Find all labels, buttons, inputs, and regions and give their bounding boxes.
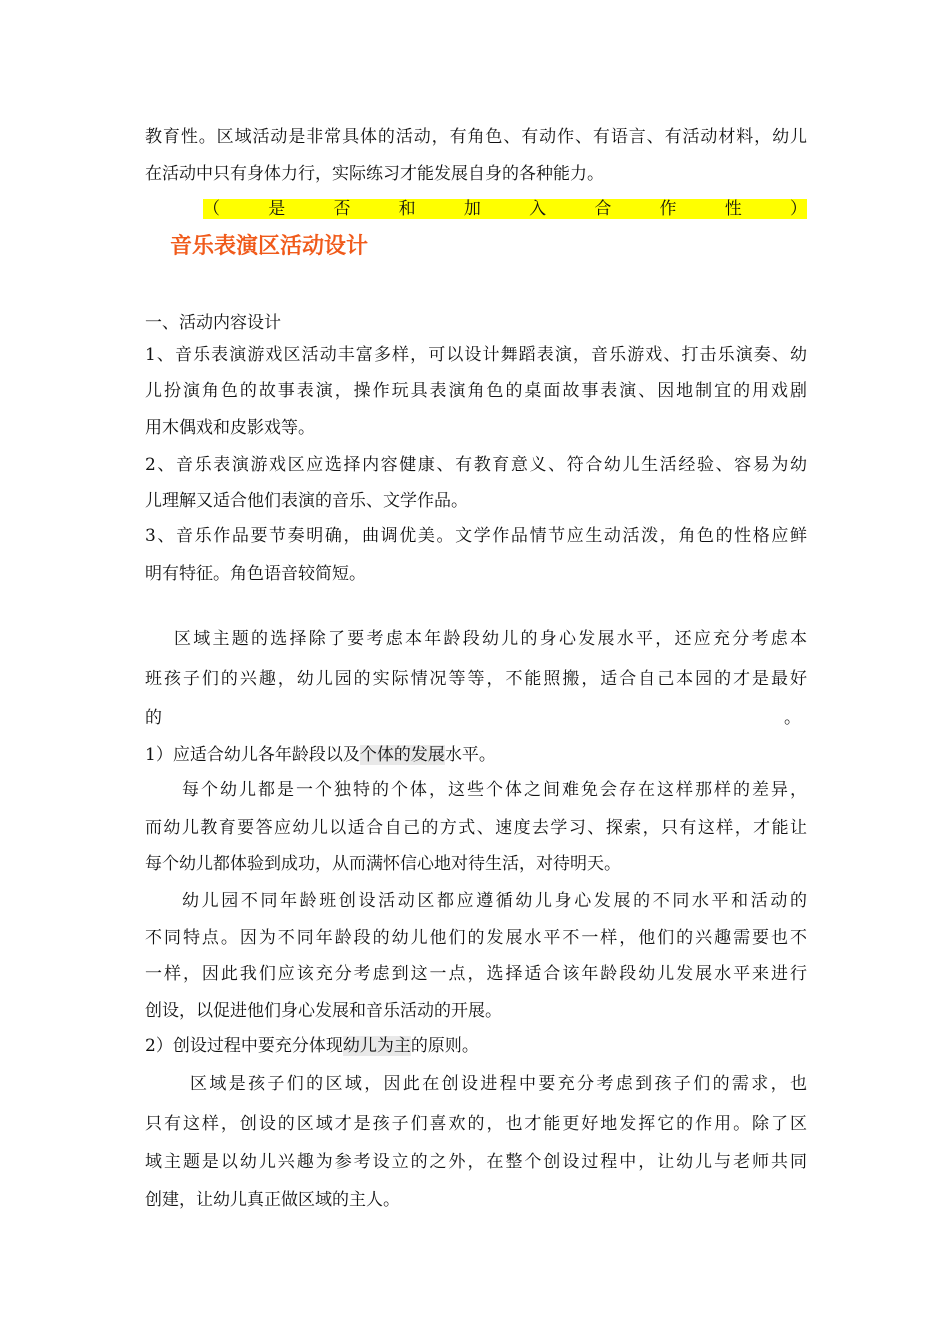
text-line: 在活动中只有身体力行，实际练习才能发展自身的各种能力。: [145, 164, 604, 184]
text-line: 域主题是以幼儿兴趣为参考设立的之外，在整个创设过程中，让幼儿与老师共同: [145, 1152, 807, 1172]
point-text: 的原则。: [410, 1036, 479, 1056]
point-text: 1）应适合幼儿各年龄段以及: [145, 745, 360, 765]
section-title: 音乐表演区活动设计: [170, 234, 369, 259]
text-line: 创设，以促进他们身心发展和音乐活动的开展。: [145, 1001, 502, 1021]
text-fragment: 的: [145, 708, 162, 728]
text-line: 而幼儿教育要答应幼儿以适合自己的方式、速度去学习、探索，只有这样，才能让: [145, 818, 807, 838]
text-line: 只有这样，创设的区域才是孩子们喜欢的，也才能更好地发挥它的作用。除了区: [145, 1114, 807, 1134]
text-line: 每个幼儿都是一个独特的个体，这些个体之间难免会存在这样那样的差异，: [182, 780, 807, 800]
text-line: 教育性。区域活动是非常具体的活动，有角色、有动作、有语言、有活动材料，幼儿: [145, 127, 807, 147]
point-heading: [145, 744, 807, 766]
text-line: 不同特点。因为不同年龄段的幼儿他们的发展水平不一样，他们的兴趣需要也不: [145, 928, 807, 948]
point-text: 2）创设过程中要充分体现: [145, 1036, 343, 1056]
text-line: 3、音乐作品要节奏明确，曲调优美。文学作品情节应生动活泼，角色的性格应鲜: [145, 526, 807, 546]
text-line: 用木偶戏和皮影戏等。: [145, 418, 315, 438]
text-line: 每个幼儿都体验到成功，从而满怀信心地对待生活，对待明天。: [145, 854, 621, 874]
text-line: 1、音乐表演游戏区活动丰富多样，可以设计舞蹈表演，音乐游戏、打击乐演奏、幼: [145, 345, 807, 365]
text-line: 一样，因此我们应该充分考虑到这一点，选择适合该年龄段幼儿发展水平来进行: [145, 964, 807, 984]
text-line: [145, 707, 807, 729]
text-line: 2、音乐表演游戏区应选择内容健康、有教育意义、符合幼儿生活经验、容易为幼: [145, 455, 807, 475]
text-line: 儿扮演角色的故事表演，操作玩具表演角色的桌面故事表演、因地制宜的用戏剧: [145, 381, 807, 401]
text-line: 区域是孩子们的区域，因此在创设进程中要充分考虑到孩子们的需求，也: [190, 1074, 807, 1094]
point-heading: [145, 1035, 807, 1057]
text-line: 幼儿园不同年龄班创设活动区都应遵循幼儿身心发展的不同水平和活动的: [182, 891, 807, 911]
text-line: 儿理解又适合他们表演的音乐、文学作品。: [145, 491, 468, 511]
text-line: 班孩子们的兴趣，幼儿园的实际情况等等，不能照搬，适合自己本园的才是最好: [145, 669, 807, 689]
point-text: 水平。: [444, 745, 496, 765]
highlighted-phrase: 幼儿为主: [342, 1036, 411, 1056]
highlighted-phrase: 个体的发展: [359, 745, 445, 765]
section-heading: 一、活动内容设计: [145, 313, 281, 333]
text-line: 区域主题的选择除了要考虑本年龄段幼儿的身心发展水平，还应充分考虑本: [174, 629, 807, 649]
text-line: 明有特征。角色语音较简短。: [145, 564, 366, 584]
text-line: 创建，让幼儿真正做区域的主人。: [145, 1190, 400, 1210]
trailing-period: 。: [784, 708, 801, 728]
highlighted-question-line: （ 是 否 和 加 入 合 作 性 ）: [203, 199, 807, 219]
